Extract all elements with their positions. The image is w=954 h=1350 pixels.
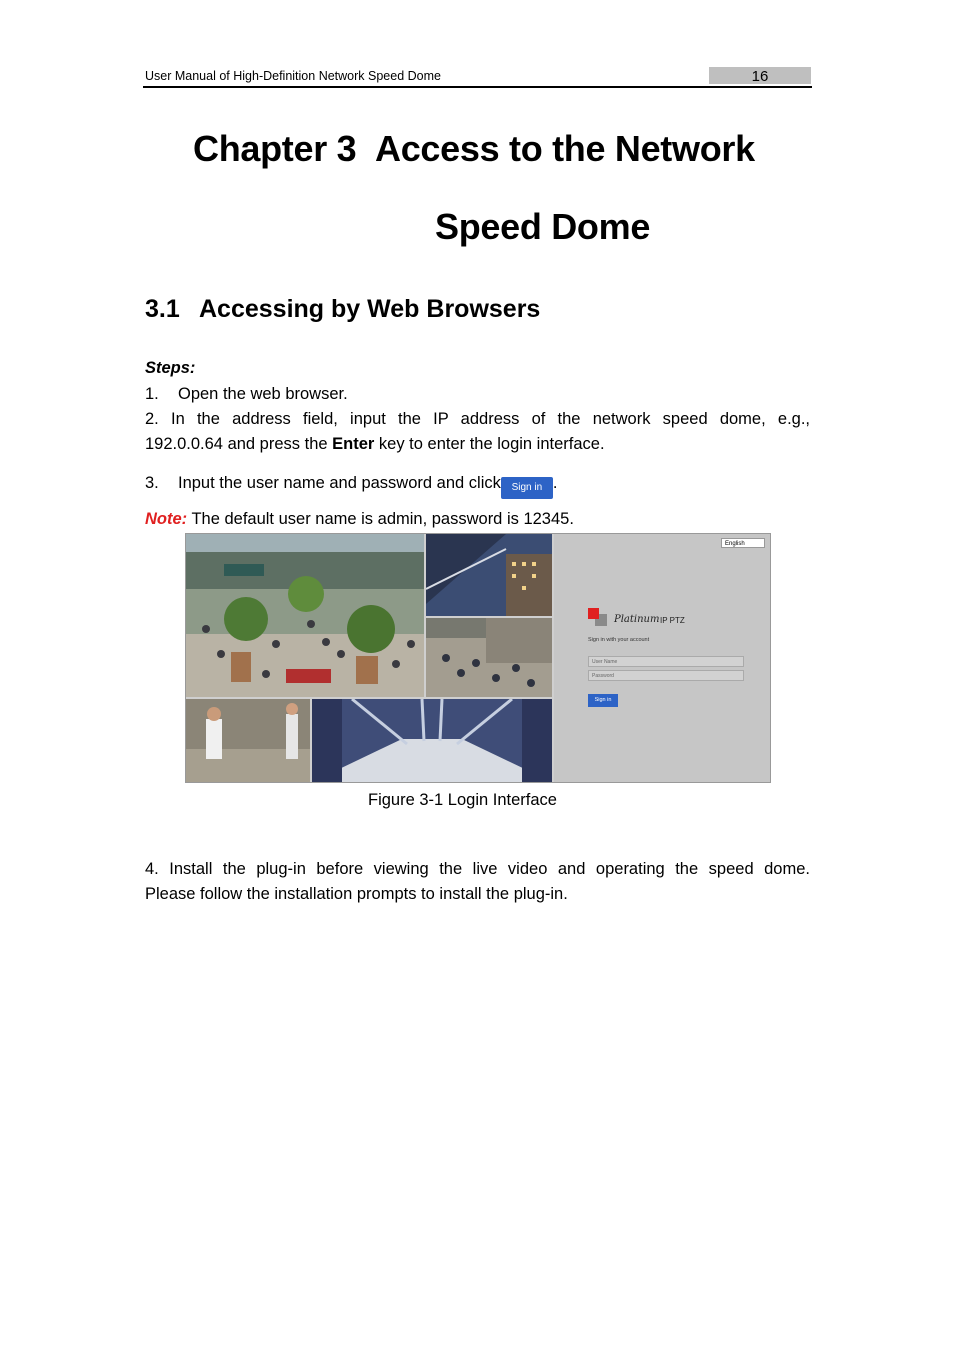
step-number: 3. (145, 474, 159, 492)
step-4-line2: Please follow the installation prompts to install the plug-in. (145, 885, 568, 903)
step-1 (145, 385, 348, 404)
chapter-title-line1: Access to the Network (375, 128, 755, 169)
step-text: In the address field, input the IP address of the network speed dome, e.g., (170, 410, 810, 428)
step-2-line2 (145, 435, 605, 454)
brand-logo-square-red (588, 608, 599, 619)
note-label: Note: (145, 510, 188, 528)
steps-label: Steps: (145, 359, 196, 377)
chapter-title-line2: Speed Dome (435, 206, 651, 247)
login-interface-figure (185, 533, 771, 783)
step-text: Install the plug-in before viewing the live video and operating the speed dome. (169, 860, 810, 878)
figure-sign-in-button: Sign in (588, 694, 618, 707)
sign-in-message: Sign in with your account (588, 637, 650, 643)
header-title: User Manual of High-Definition Network Speed Dome (145, 69, 441, 83)
step-text: Open the web browser. (178, 385, 348, 403)
section-title: Accessing by Web Browsers (199, 295, 541, 323)
username-field: User Name (588, 656, 744, 667)
brand-text: IP PTZ (660, 616, 685, 625)
step-text: Input the user name and password and click (178, 474, 501, 492)
password-field: Password (588, 670, 744, 681)
step-4-line1 (145, 860, 810, 879)
step-number: 4. (145, 860, 159, 878)
sign-in-button-image: Sign in (501, 477, 553, 499)
step-number: 2. (145, 410, 159, 428)
page-number-box (709, 67, 811, 84)
step-punct: . (552, 474, 558, 492)
step-3 (145, 474, 557, 499)
figure-caption: Figure 3-1 Login Interface (368, 791, 557, 809)
step-text: 192.0.0.64 and press the (145, 435, 333, 453)
login-panel (554, 534, 770, 782)
header-rule (143, 86, 812, 88)
camera-view-station-concourse (186, 534, 424, 697)
note (145, 510, 574, 529)
brand-script: Platinum (614, 614, 660, 625)
note-text: The default user name is admin, password is 12345. (187, 510, 574, 528)
camera-view-walking-person (186, 699, 310, 782)
camera-view-terminal-hall (312, 699, 552, 782)
enter-key-label: Enter (332, 435, 375, 453)
step-number: 1. (145, 385, 159, 403)
page-number: 16 (751, 68, 769, 85)
chapter-label: Chapter 3 (193, 128, 357, 169)
language-select: English (721, 538, 765, 548)
camera-view-platform-crowd (426, 618, 552, 697)
section-heading (145, 295, 540, 324)
step-2-line1 (145, 410, 810, 429)
section-number: 3.1 (145, 295, 180, 323)
step-text: key to enter the login interface. (374, 435, 605, 453)
camera-view-building-night (426, 534, 552, 616)
